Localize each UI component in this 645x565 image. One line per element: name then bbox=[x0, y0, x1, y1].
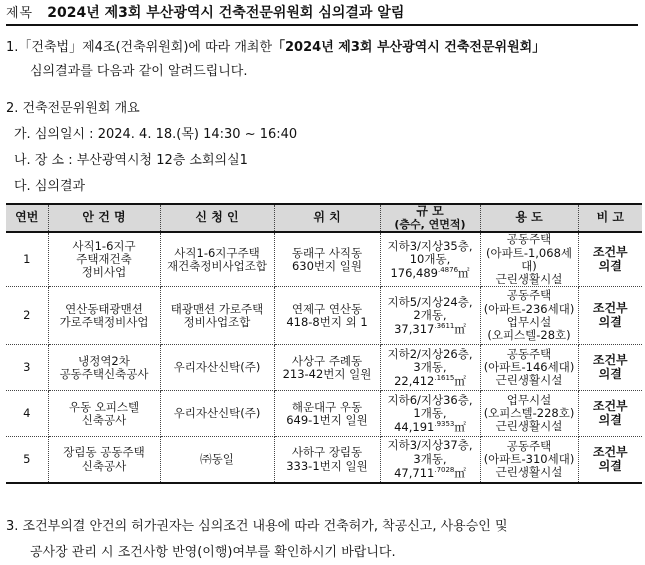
header-note: 비 고 bbox=[578, 204, 642, 232]
cell-item: 사직1-6지구 주택재건축 정비사업 bbox=[48, 232, 160, 286]
cell-use: 공동주택 (아파트-1,068세대) 근린생활시설 bbox=[480, 232, 578, 286]
review-date: 가. 심의일시 : 2024. 4. 18.(목) 14:30 ~ 16:40 bbox=[14, 127, 298, 142]
review-place: 나. 장 소 : 부산광역시청 12층 소회의실1 bbox=[14, 153, 248, 168]
cell-decision: 조건부 의결 bbox=[578, 287, 642, 345]
cell-decision: 조건부 의결 bbox=[578, 391, 642, 437]
document-title-bar bbox=[6, 2, 638, 26]
cell-no: 2 bbox=[6, 287, 48, 345]
review-result-heading: 다. 심의결과 bbox=[14, 179, 86, 194]
cell-use: 업무시설 (오피스텔-228호) 근린생활시설 bbox=[480, 391, 578, 437]
section3-line1: 3. 조건부의결 안건의 허가권자는 심의조건 내용에 따라 건축허가, 착공신고, 사용승인 및 bbox=[6, 519, 508, 534]
header-use: 용 도 bbox=[480, 204, 578, 232]
cell-applicant: 우리자산신탁(주) bbox=[160, 345, 274, 391]
cell-location: 동래구 사직동 630번지 일원 bbox=[274, 232, 380, 286]
cell-use: 공동주택 (아파트-236세대) 업무시설 (오피스텔-28호) bbox=[480, 287, 578, 345]
table-row bbox=[6, 391, 642, 437]
cell-location: 연제구 연산동 418-8번지 외 1 bbox=[274, 287, 380, 345]
cell-scale: 지하2/지상26층, 3개동, $22,412^{.1615}㎡$ bbox=[380, 345, 480, 391]
cell-decision: 조건부 의결 bbox=[578, 437, 642, 483]
section1-committee-name: 「2024년 제3회 부산광역시 건축전문위원회」 bbox=[272, 40, 546, 55]
header-item: 안 건 명 bbox=[48, 204, 160, 232]
cell-scale: 지하6/지상36층, 1개동, $44,191^{.9353}㎡$ bbox=[380, 391, 480, 437]
cell-item: 냉정역2차 공동주택신축공사 bbox=[48, 345, 160, 391]
cell-scale: 지하5/지상24층, 2개동, $37,317^{.3611}㎡$ bbox=[380, 287, 480, 345]
table-header-row bbox=[6, 204, 642, 232]
cell-scale: 지하3/지상37층, 3개동, $47,711^{.7028}㎡$ bbox=[380, 437, 480, 483]
cell-use: 공동주택 (아파트-310세대) 근린생활시설 bbox=[480, 437, 578, 483]
table-row bbox=[6, 437, 642, 483]
cell-no: 5 bbox=[6, 437, 48, 483]
cell-decision: 조건부 의결 bbox=[578, 232, 642, 286]
section1-line1 bbox=[6, 36, 545, 55]
cell-location: 해운대구 우동 649-1번지 일원 bbox=[274, 391, 380, 437]
header-applicant: 신 청 인 bbox=[160, 204, 274, 232]
section1-line2: 심의결과를 다음과 같이 알려드립니다. bbox=[30, 64, 248, 79]
cell-item: 연산동태광맨션 가로주택정비사업 bbox=[48, 287, 160, 345]
cell-item: 장림동 공동주택 신축공사 bbox=[48, 437, 160, 483]
cell-location: 사하구 장림동 333-1번지 일원 bbox=[274, 437, 380, 483]
table-row bbox=[6, 287, 642, 345]
header-scale bbox=[380, 204, 480, 232]
result-table bbox=[6, 203, 642, 484]
title-prefix: 제목 bbox=[6, 6, 34, 21]
document-title: 2024년 제3회 부산광역시 건축전문위원회 심의결과 알림 bbox=[47, 5, 405, 21]
cell-no: 4 bbox=[6, 391, 48, 437]
cell-applicant: 사직1-6지구주택 재건축정비사업조합 bbox=[160, 232, 274, 286]
section2-heading: 2. 건축전문위원회 개요 bbox=[6, 101, 140, 116]
cell-applicant: ㈜동일 bbox=[160, 437, 274, 483]
header-scale-sub: (층수, 연면적) bbox=[394, 217, 466, 231]
cell-scale: 지하3/지상35층, 10개동, $176,489^{.4876}㎡$ bbox=[380, 232, 480, 286]
header-location: 위 치 bbox=[274, 204, 380, 232]
cell-no: 1 bbox=[6, 232, 48, 286]
table-row bbox=[6, 345, 642, 391]
cell-use: 공동주택 (아파트-146세대) 근린생활시설 bbox=[480, 345, 578, 391]
table-row bbox=[6, 232, 642, 286]
header-scale-top: 규 모 bbox=[416, 204, 444, 218]
section3-line2: 공사장 관리 시 조건사항 반영(이행)여부를 확인하시기 바랍니다. bbox=[30, 545, 396, 560]
cell-applicant: 태광맨션 가로주택 정비사업조합 bbox=[160, 287, 274, 345]
cell-location: 사상구 주례동 213-42번지 일원 bbox=[274, 345, 380, 391]
cell-decision: 조건부 의결 bbox=[578, 345, 642, 391]
cell-applicant: 우리자산신탁(주) bbox=[160, 391, 274, 437]
section1-lead: 1.「건축법」제4조(건축위원회)에 따라 개최한 bbox=[6, 40, 273, 55]
cell-no: 3 bbox=[6, 345, 48, 391]
cell-item: 우동 오피스텔 신축공사 bbox=[48, 391, 160, 437]
header-no: 연번 bbox=[6, 204, 48, 232]
